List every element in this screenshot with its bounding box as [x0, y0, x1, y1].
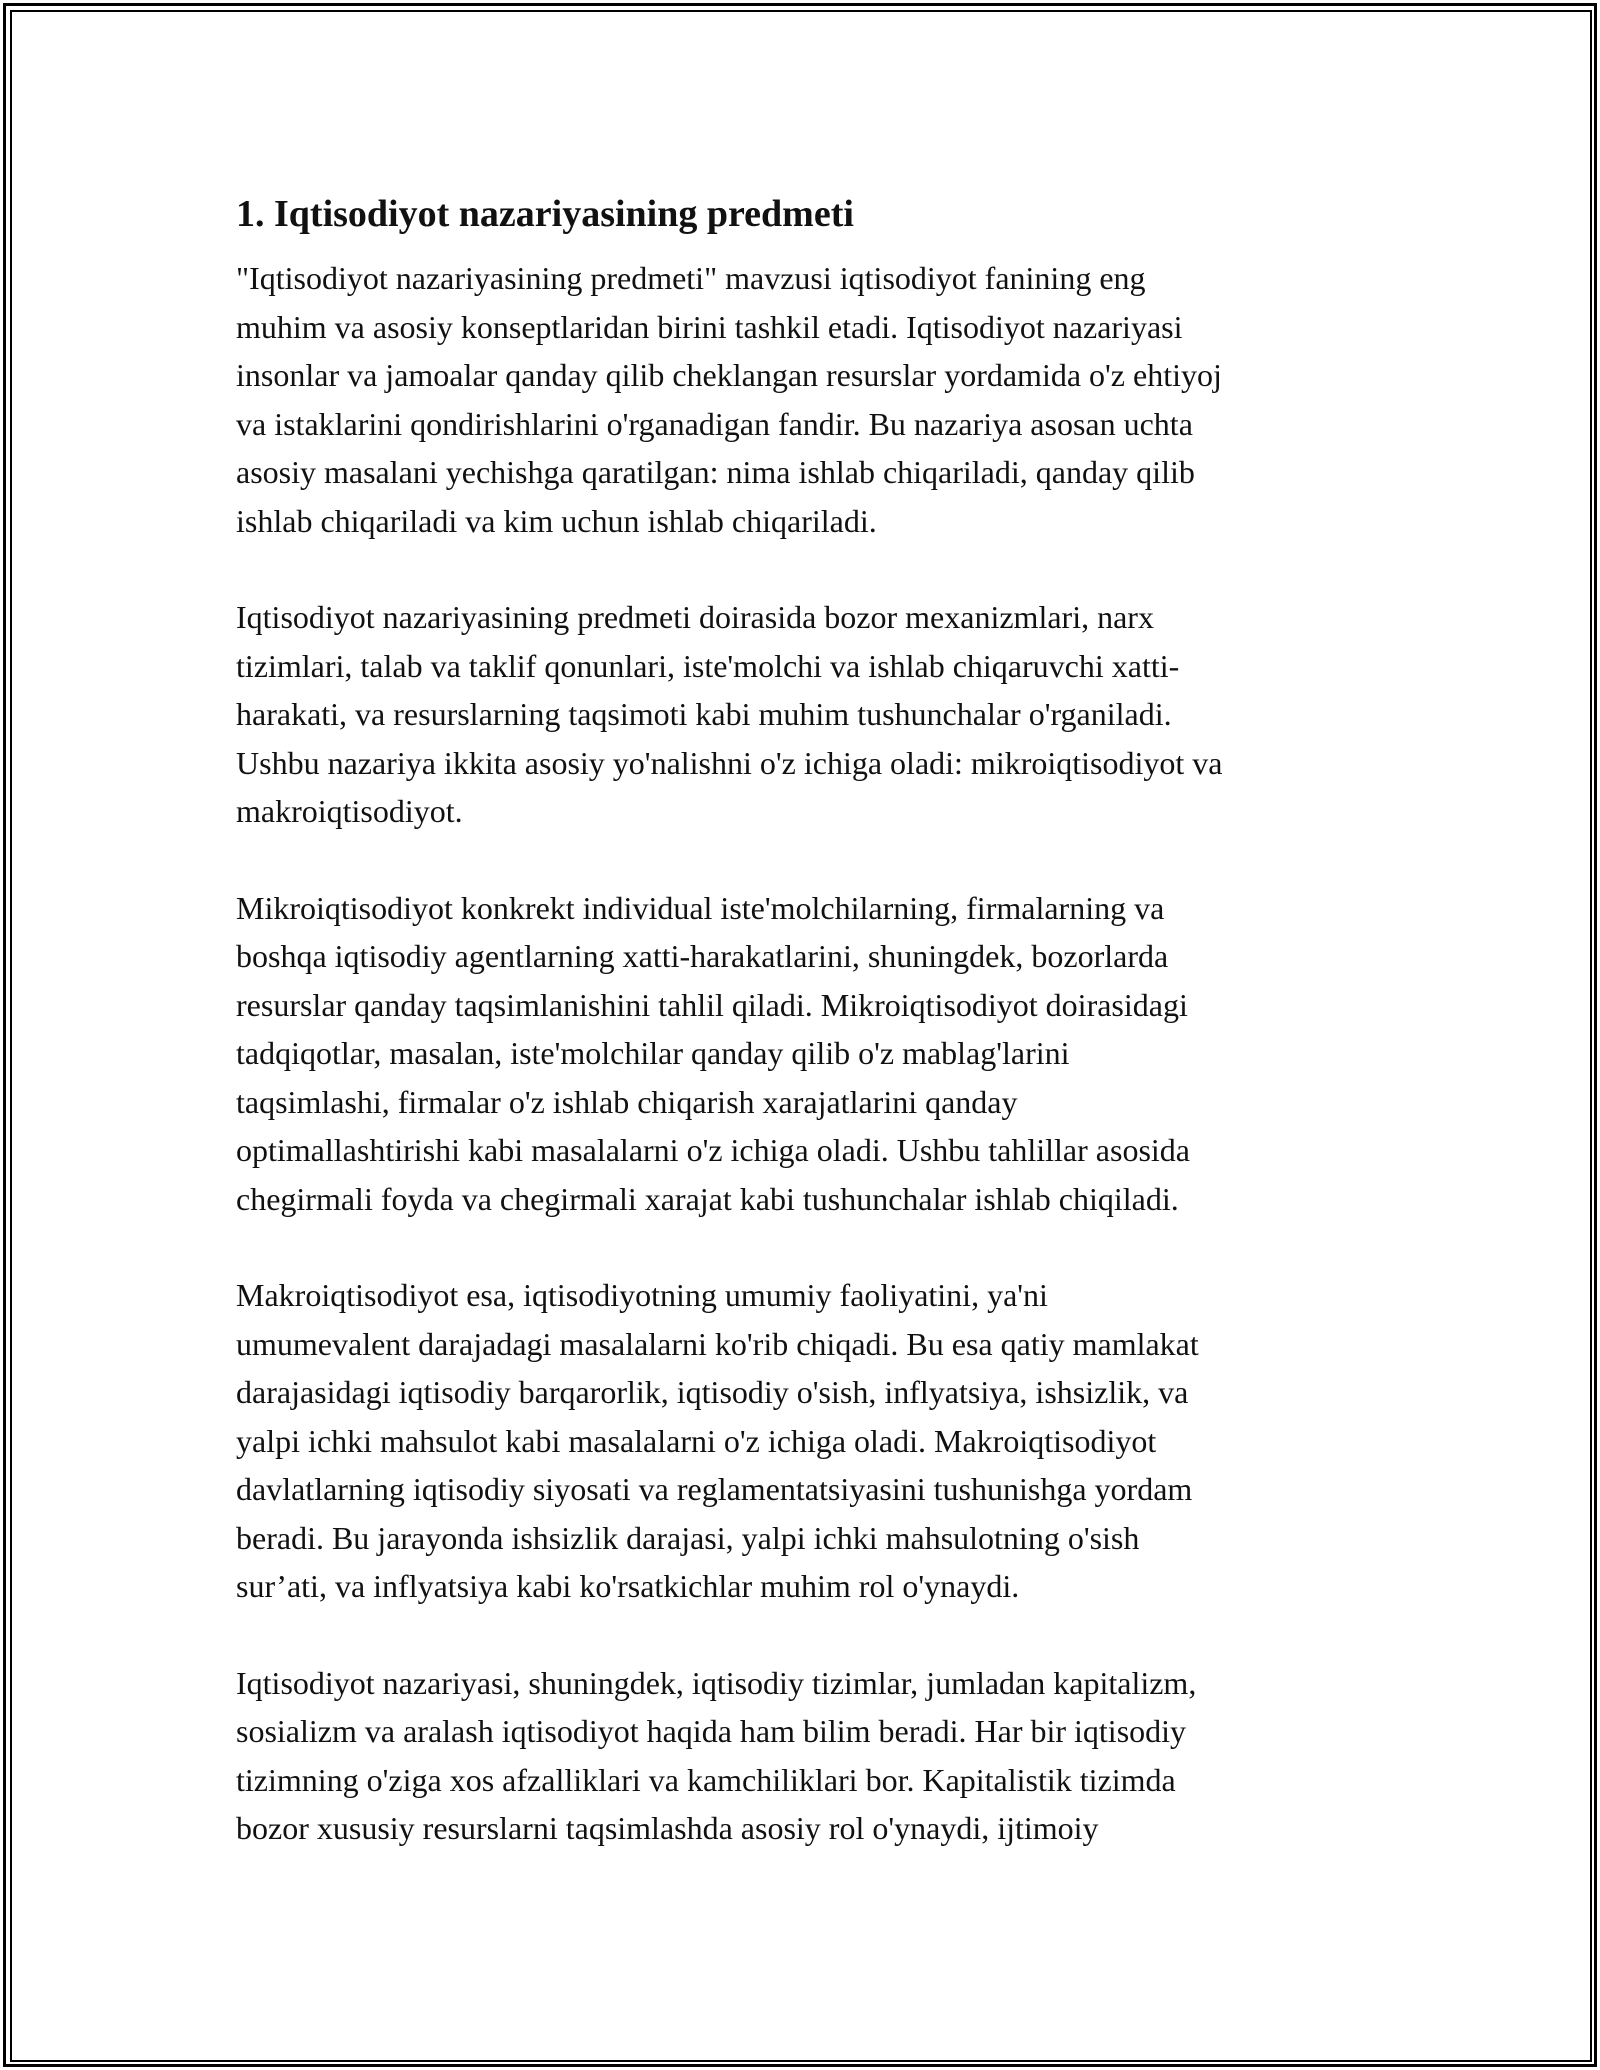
section-heading: 1. Iqtisodiyot nazariyasining predmeti [236, 193, 854, 235]
paragraph-4: Makroiqtisodiyot esa, iqtisodiyotning umumiy faoliyatini, ya'ni umumevalent darajadagi masalalarni ko'rib chiqadi. Bu esa qatiy mamlakat darajasidagi iqtisodiy barqarorlik, iqtisodiy o'sish, inflyatsiya, ishsizlik, va yalpi ichki mahsulot kabi masalalarni o'z ichiga oladi. Makroiqtisodiyot davlatlarning iqtisodiy siyosati va reglamentatsiyasini tushunishga yordam beradi. Bu jarayonda ishsizlik darajasi, yalpi ichki mahsulotning o'sish sur’ati, va inflyatsiya kabi ko'rsatkichlar muhim rol o'ynaydi. [236, 1277, 1199, 1604]
paragraph-1: "Iqtisodiyot nazariyasining predmeti" mavzusi iqtisodiyot fanining eng muhim va asosiy konseptlaridan birini tashkil etadi. Iqtisodiyot nazariyasi insonlar va jamoalar qanday qilib cheklangan resurslar yordamida o'z ehtiyoj va istaklarini qondirishlarini o'rganadigan fandir. Bu nazariya asosan uchta asosiy masalani yechishga qaratilgan: nima ishlab chiqariladi, qanday qilib ishlab chiqariladi va kim uchun ishlab chiqariladi. [236, 260, 1222, 539]
paragraph-3: Mikroiqtisodiyot konkrekt individual iste'molchilarning, firmalarning va boshqa iqtisodiy agentlarning xatti-harakatlarini, shuningdek, bozorlarda resurslar qanday taqsimlanishini tahlil qiladi. Mikroiqtisodiyot doirasidagi tadqiqotlar, masalan, iste'molchilar qanday qilib o'z mablag'larini taqsimlashi, firmalar o'z ishlab chiqarish xarajatlarini qanday optimallashtirishi kabi masalalarni o'z ichiga oladi. Ushbu tahlillar asosida chegirmali foyda va chegirmali xarajat kabi tushunchalar ishlab chiqiladi. [236, 889, 1190, 1217]
paragraph-2: Iqtisodiyot nazariyasining predmeti doirasida bozor mexanizmlari, narx tizimlari, talab va taklif qonunlari, iste'molchi va ishlab chiqaruvchi xatti- harakati, va resurslarning taqsimoti kabi muhim tushunchalar o'rganiladi. Ushbu nazariya ikkita asosiy yo'nalishni o'z ichiga oladi: mikroiqtisodiyot va makroiqtisodiyot. [236, 599, 1223, 829]
paragraph-5: Iqtisodiyot nazariyasi, shuningdek, iqtisodiy tizimlar, jumladan kapitalizm, sosializm va aralash iqtisodiyot haqida ham bilim beradi. Har bir iqtisodiy tizimning o'ziga xos afzalliklari va kamchiliklari bor. Kapitalistik tizimda bozor xususiy resurslarni taqsimlashda asosiy rol o'ynaydi, ijtimoiy [236, 1664, 1197, 1846]
document-body [236, 186, 1386, 1853]
